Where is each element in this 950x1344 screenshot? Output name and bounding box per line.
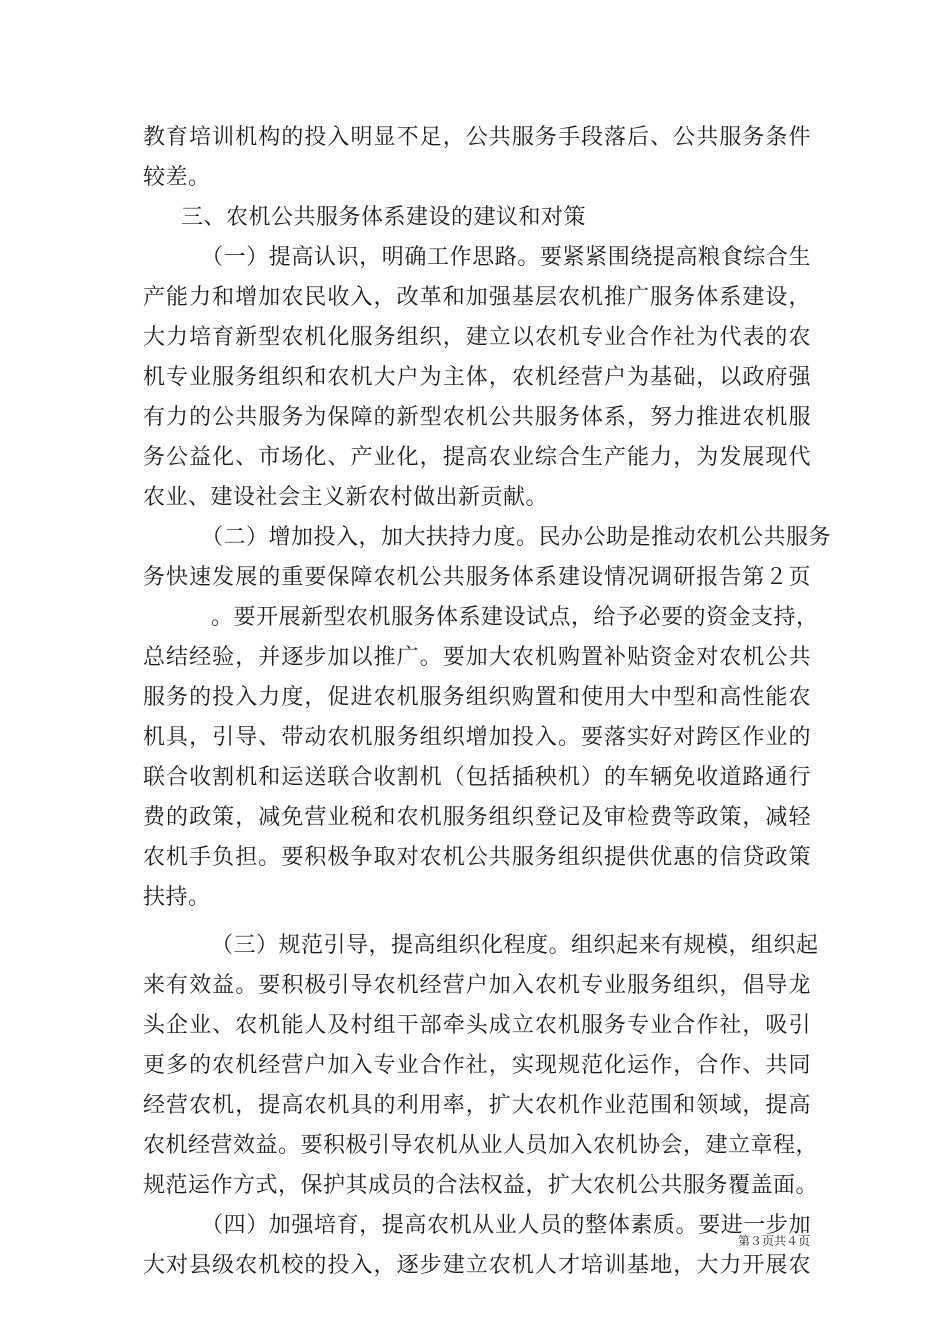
text-line: （一）提高认识，明确工作思路。要紧紧围绕提高粮食综合生	[201, 245, 811, 270]
text-line: 较差。	[143, 165, 211, 190]
text-line: （四）加强培育，提高农机从业人员的整体素质。要进一步加	[201, 1213, 811, 1238]
text-line: 教育培训机构的投入明显不足，公共服务手段落后、公共服务条件	[143, 125, 811, 150]
text-line: 总结经验，并逐步加以推广。要加大农机购置补贴资金对农机公共	[143, 645, 811, 670]
text-line: 机专业服务组织和农机大户为主体，农机经营户为基础，以政府强	[143, 365, 811, 390]
section-heading: 三、农机公共服务体系建设的建议和对策	[181, 205, 587, 230]
text-line: 务公益化、市场化、产业化，提高农业综合生产能力，为发展现代	[143, 445, 811, 470]
text-line: 农业、建设社会主义新农村做出新贡献。	[143, 485, 549, 510]
text-line: 费的政策，减免营业税和农机服务组织登记及审检费等政策，减轻	[143, 805, 811, 830]
text-line: 服务的投入力度，促进农机服务组织购置和使用大中型和高性能农	[143, 685, 811, 710]
text-line: 机具，引导、带动农机服务组织增加投入。要落实好对跨区作业的	[143, 725, 811, 750]
text-line: （二）增加投入，加大扶持力度。民办公助是推动农机公共服务	[201, 525, 832, 550]
text-line: 务快速发展的重要保障农机公共服务体系建设情况调研报告第２页	[143, 565, 811, 590]
text-line: 农机经营效益。要积极引导农机从业人员加入农机协会，建立章程，	[143, 1133, 819, 1158]
text-line: 有力的公共服务为保障的新型农机公共服务体系，努力推进农机服	[143, 405, 811, 430]
text-line: 头企业、农机能人及村组干部牵头成立农机服务专业合作社，吸引	[143, 1013, 811, 1038]
text-line: 农机手负担。要积极争取对农机公共服务组织提供优惠的信贷政策	[143, 845, 811, 870]
document-body	[143, 118, 832, 1286]
text-line: 更多的农机经营户加入专业合作社，实现规范化运作，合作、共同	[143, 1053, 811, 1078]
text-line: 经营农机，提高农机具的利用率，扩大农机作业范围和领域，提高	[143, 1093, 811, 1118]
text-line: 规范运作方式，保护其成员的合法权益，扩大农机公共服务覆盖面。	[143, 1173, 819, 1198]
text-line: 大力培育新型农机化服务组织，建立以农机专业合作社为代表的农	[143, 325, 811, 350]
text-line: 联合收割机和运送联合收割机（包括插秧机）的车辆免收道路通行	[143, 765, 811, 790]
text-line: （三）规范引导，提高组织化程度。组织起来有规模，组织起	[211, 933, 819, 958]
text-line: 产能力和增加农民收入，改革和加强基层农机推广服务体系建设，	[143, 285, 811, 310]
text-line: 扶持。	[143, 885, 211, 910]
text-line: 大对县级农机校的投入，逐步建立农机人才培训基地，大力开展农	[143, 1253, 811, 1278]
text-line: 来有效益。要积极引导农机经营户加入农机专业服务组织，倡导龙	[143, 973, 811, 998]
text-line: 。要开展新型农机服务体系建设试点，给予必要的资金支持，	[211, 605, 819, 630]
page-number: 第３页共４页	[737, 1234, 810, 1248]
